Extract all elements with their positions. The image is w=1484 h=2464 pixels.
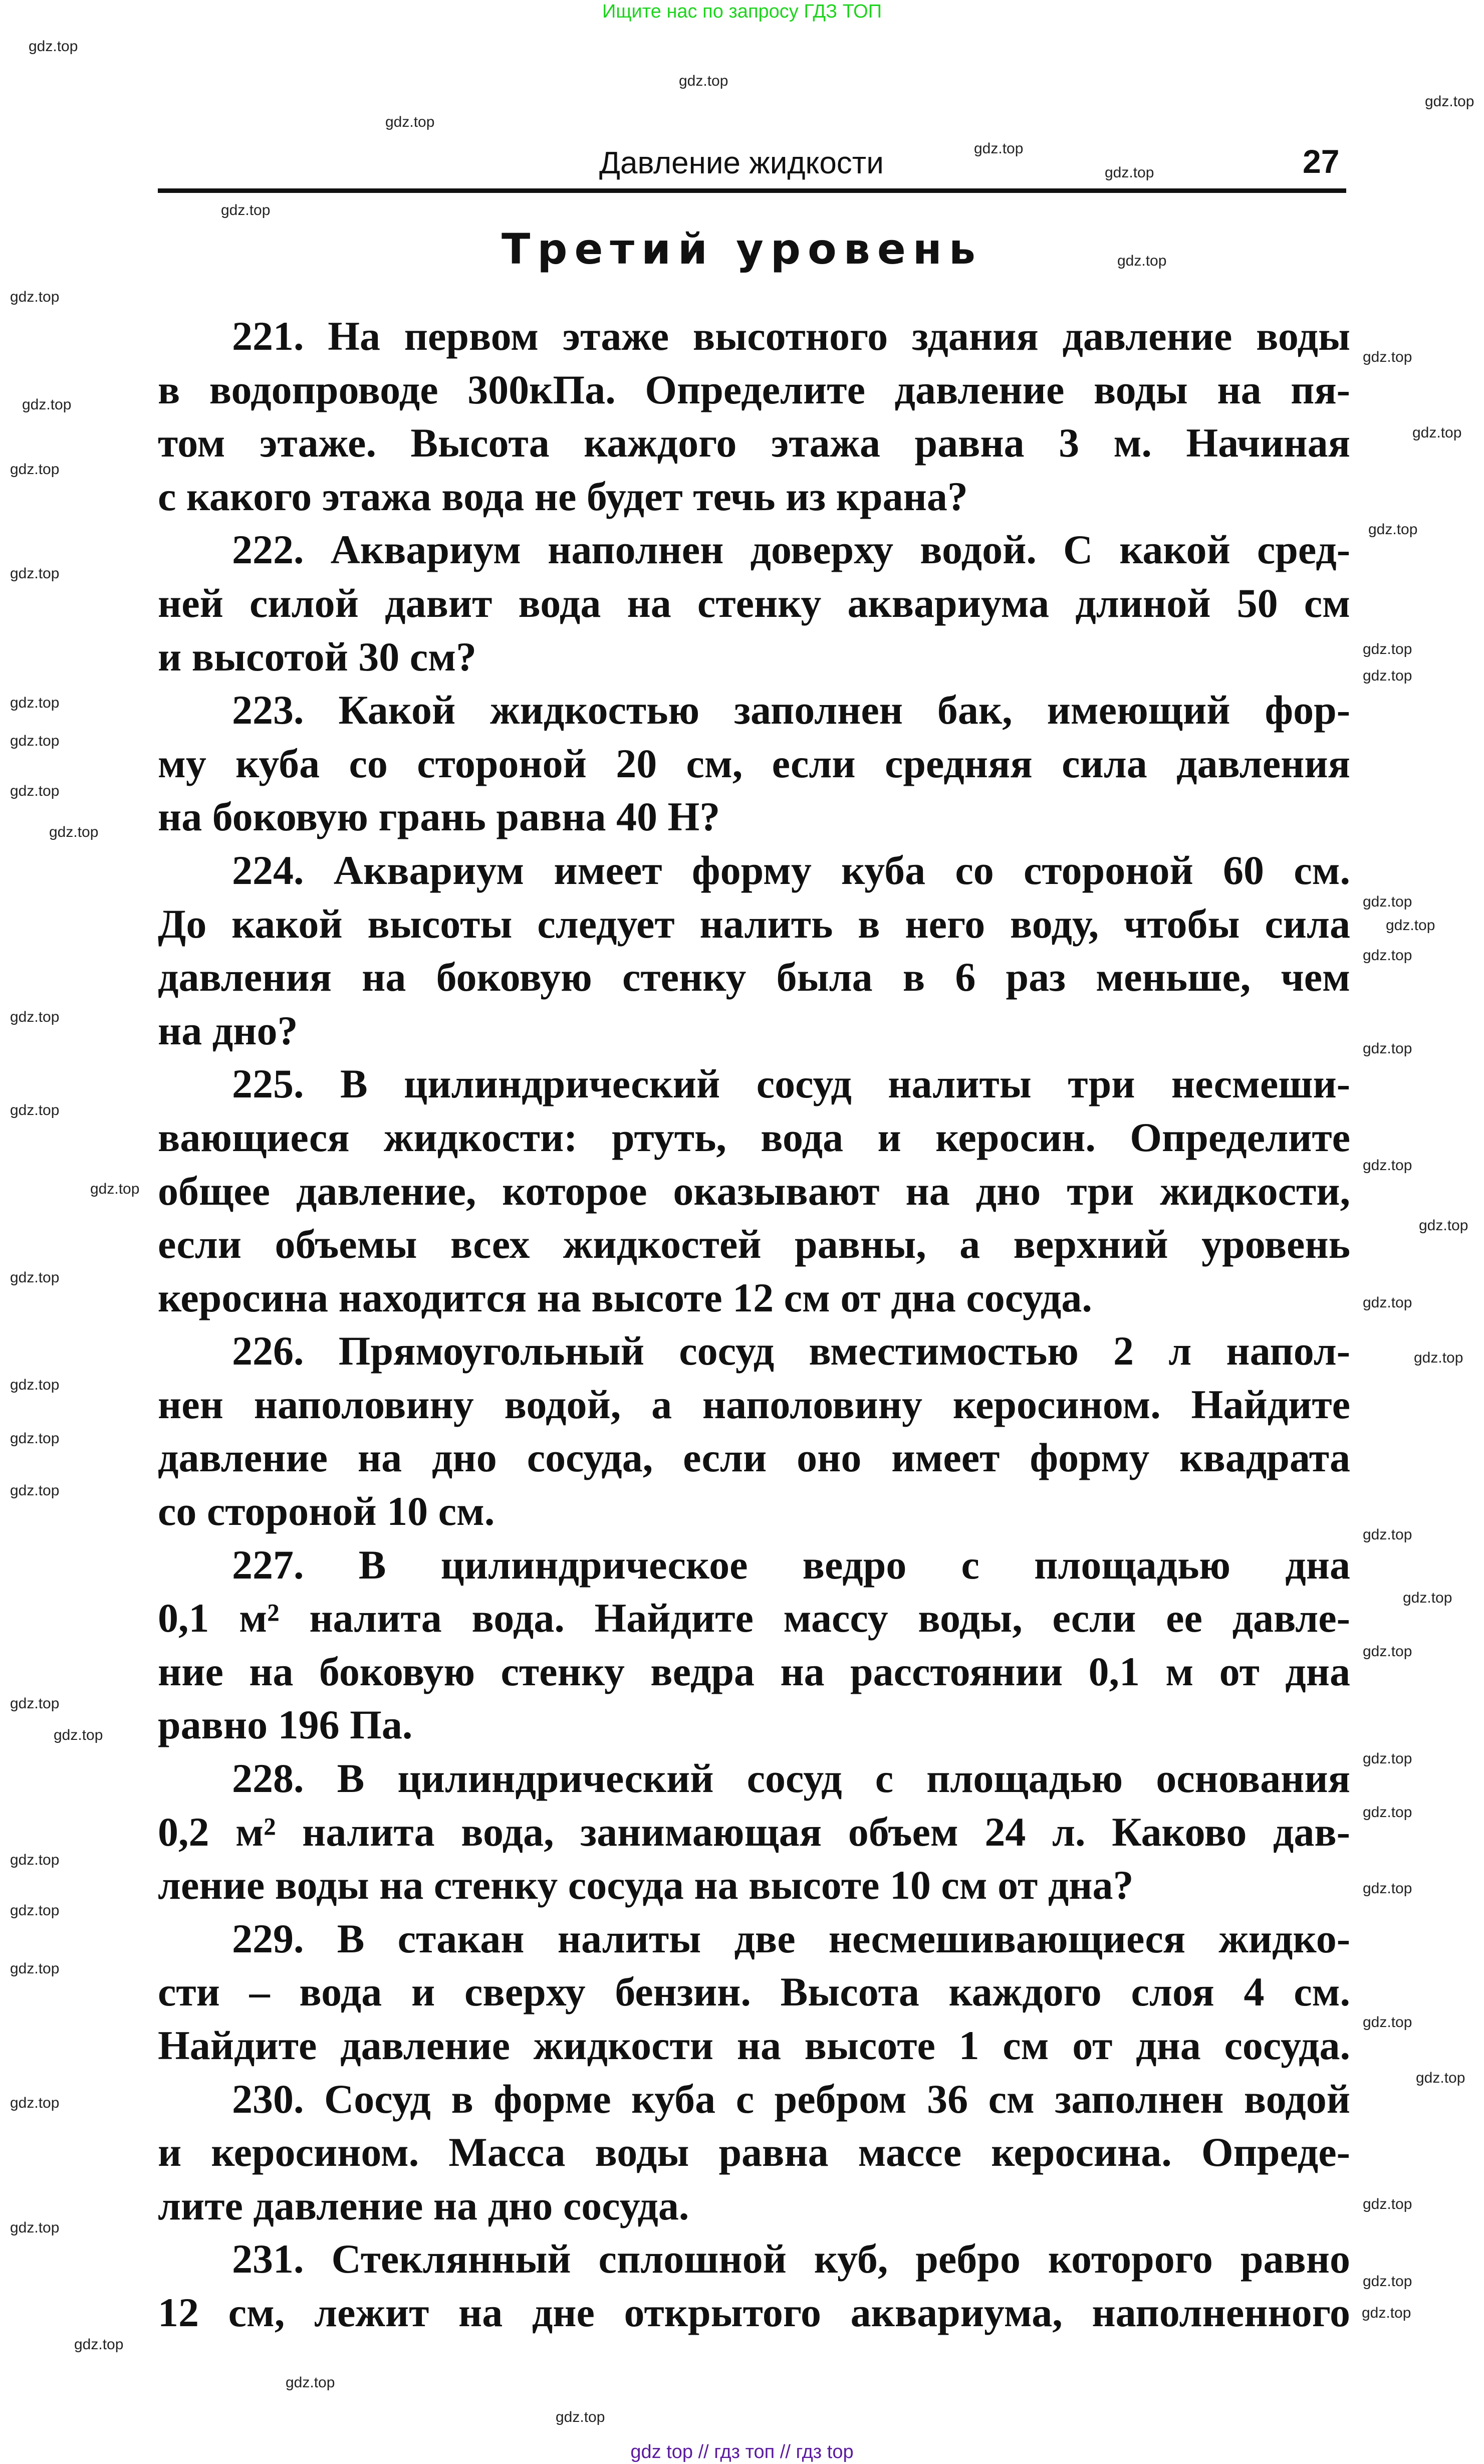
problem-text: керосина находится на высоте 12 см от дна сосуда. — [158, 1274, 1092, 1320]
problem-number: 231. — [232, 2236, 304, 2282]
watermark: gdz.top — [1363, 349, 1412, 365]
watermark: gdz.top — [556, 2409, 605, 2425]
watermark: gdz.top — [10, 1960, 60, 1977]
problem-text: В цилиндрический сосуд налиты три несмеши- — [340, 1061, 1350, 1107]
watermark: gdz.top — [1403, 1590, 1452, 1606]
problem-text: 0,2 м² налита вода, занимающая объем 24 л. Каково дав- — [158, 1809, 1350, 1855]
problem-text: общее давление, которое оказывают на дно три жидкости, — [158, 1168, 1350, 1214]
problem-text: В стакан налиты две несмешивающиеся жидко- — [337, 1915, 1350, 1961]
problem-text: Стеклянный сплошной куб, ребро которого равно — [331, 2236, 1350, 2282]
problem-225-line — [158, 1218, 1350, 1271]
watermark: gdz.top — [1362, 2305, 1411, 2321]
problem-text: с какого этажа вода не будет течь из крана? — [158, 473, 968, 519]
watermark: gdz.top — [10, 2095, 60, 2111]
watermark: gdz.top — [10, 1430, 60, 1447]
watermark: gdz.top — [10, 461, 60, 478]
watermark: gdz.top — [10, 565, 60, 582]
problem-224-line — [158, 951, 1350, 1004]
watermark: gdz.top — [54, 1727, 103, 1743]
problem-text: сти – вода и сверху бензин. Высота каждого слоя 4 см. — [158, 1969, 1350, 2015]
watermark: gdz.top — [10, 1102, 60, 1118]
watermark: gdz.top — [1425, 93, 1474, 110]
problem-223-line — [158, 684, 1350, 737]
problem-221-line — [158, 310, 1350, 363]
problem-number: 229. — [232, 1915, 304, 1961]
problem-223-line — [158, 790, 1350, 844]
problem-224-line — [158, 844, 1350, 898]
problems-body — [158, 310, 1350, 2340]
problem-227-line — [158, 1592, 1350, 1645]
problem-number: 228. — [232, 1755, 304, 1802]
watermark: gdz.top — [1416, 2070, 1465, 2086]
watermark: gdz.top — [29, 38, 78, 55]
watermark: gdz.top — [10, 1009, 60, 1025]
watermark: gdz.top — [679, 73, 728, 89]
watermark: gdz.top — [1363, 1880, 1412, 1897]
footer-banner[interactable]: gdz top // гдз топ // гдз top — [630, 2441, 854, 2462]
problem-227-line — [158, 1538, 1350, 1592]
problem-221-line — [158, 416, 1350, 470]
problem-223-line — [158, 737, 1350, 791]
problem-text: том этаже. Высота каждого этажа равна 3 м. Начиная — [158, 420, 1350, 466]
watermark: gdz.top — [1363, 1643, 1412, 1660]
problem-text: если объемы всех жидкостей равны, а верхний уровень — [158, 1221, 1350, 1267]
problem-number: 222. — [232, 527, 304, 573]
problem-230-line — [158, 2073, 1350, 2126]
watermark: gdz.top — [74, 2336, 124, 2353]
watermark: gdz.top — [10, 1852, 60, 1868]
problem-number: 224. — [232, 847, 304, 893]
problem-226-line — [158, 1378, 1350, 1432]
problem-number: 227. — [232, 1541, 304, 1588]
problem-224-line — [158, 898, 1350, 951]
problem-text: 0,1 м² налита вода. Найдите массу воды, если ее давле- — [158, 1595, 1350, 1641]
problem-225-line — [158, 1111, 1350, 1165]
watermark: gdz.top — [1363, 2273, 1412, 2290]
problem-text: в водопроводе 300кПа. Определите давление воды на пя- — [158, 366, 1350, 412]
problem-225-line — [158, 1165, 1350, 1218]
search-promo-banner: Ищите нас по запросу ГДЗ ТОП — [602, 1, 882, 22]
problem-227-line — [158, 1645, 1350, 1699]
problem-225-line — [158, 1271, 1350, 1325]
watermark: gdz.top — [1363, 1040, 1412, 1057]
problem-text: ней силой давит вода на стенку аквариума длиной 50 см — [158, 580, 1350, 626]
problem-226-line — [158, 1324, 1350, 1378]
problem-number: 226. — [232, 1328, 304, 1374]
watermark: gdz.top — [1363, 667, 1412, 684]
problem-text: равно 196 Па. — [158, 1702, 413, 1748]
problem-230-line — [158, 2179, 1350, 2233]
watermark: gdz.top — [1363, 1526, 1412, 1543]
watermark: gdz.top — [1363, 1157, 1412, 1174]
watermark: gdz.top — [10, 783, 60, 799]
watermark: gdz.top — [1363, 893, 1412, 910]
problem-229-line — [158, 2019, 1350, 2073]
watermark: gdz.top — [1363, 641, 1412, 657]
problem-221-line — [158, 363, 1350, 417]
watermark: gdz.top — [10, 1377, 60, 1393]
page-number: 27 — [1303, 143, 1340, 180]
problem-text: и высотой 30 см? — [158, 633, 477, 680]
watermark: gdz.top — [1363, 1750, 1412, 1767]
watermark: gdz.top — [1386, 917, 1435, 934]
problem-text: Какой жидкостью заполнен бак, имеющий фор- — [338, 687, 1351, 733]
problem-231-line — [158, 2232, 1350, 2286]
problem-text: вающиеся жидкости: ртуть, вода и керосин. Определите — [158, 1114, 1350, 1160]
problem-224-line — [158, 1004, 1350, 1058]
problem-text: и керосином. Масса воды равна массе керосина. Опреде- — [158, 2129, 1350, 2175]
problem-text: со стороной 10 см. — [158, 1488, 495, 1534]
problem-222-line — [158, 523, 1350, 577]
watermark: gdz.top — [1419, 1217, 1468, 1234]
problem-222-line — [158, 630, 1350, 684]
watermark: gdz.top — [1412, 424, 1462, 441]
problem-text: ние на боковую стенку ведра на расстоянии 0,1 м от дна — [158, 1648, 1350, 1694]
problem-text: ление воды на стенку сосуда на высоте 10 см от дна? — [158, 1862, 1134, 1908]
problem-text: на боковую грань равна 40 Н? — [158, 794, 720, 840]
problem-text: Найдите давление жидкости на высоте 1 см от дна сосуда. — [158, 2023, 1350, 2068]
problem-text: 12 см, лежит на дне открытого аквариума, наполненного — [158, 2289, 1350, 2335]
section-title: Третий уровень — [502, 225, 982, 274]
watermark: gdz.top — [1105, 164, 1154, 181]
problem-text: нен наполовину водой, а наполовину керосином. Найдите — [158, 1381, 1350, 1427]
problem-number: 221. — [232, 313, 304, 359]
watermark: gdz.top — [1363, 1294, 1412, 1311]
problem-231-line — [158, 2286, 1350, 2340]
watermark: gdz.top — [10, 1269, 60, 1286]
watermark: gdz.top — [1363, 947, 1412, 964]
watermark: gdz.top — [974, 140, 1024, 157]
watermark: gdz.top — [10, 1482, 60, 1499]
problem-text: На первом этаже высотного здания давление воды — [328, 313, 1351, 359]
problem-text: Аквариум наполнен доверху водой. С какой сред- — [330, 527, 1350, 573]
problem-229-line — [158, 1912, 1350, 1966]
watermark: gdz.top — [90, 1181, 140, 1197]
problem-text: Аквариум имеет форму куба со стороной 60 см. — [333, 847, 1351, 893]
watermark: gdz.top — [1117, 253, 1167, 269]
problem-229-line — [158, 1965, 1350, 2019]
problem-228-line — [158, 1859, 1350, 1912]
problem-222-line — [158, 577, 1350, 630]
problem-230-line — [158, 2126, 1350, 2179]
watermark: gdz.top — [10, 733, 60, 749]
watermark: gdz.top — [10, 2219, 60, 2236]
watermark: gdz.top — [385, 114, 435, 130]
watermark: gdz.top — [22, 396, 72, 413]
watermark: gdz.top — [1363, 2196, 1412, 2212]
watermark: gdz.top — [49, 824, 99, 840]
problem-text: му куба со стороной 20 см, если средняя сила давления — [158, 740, 1350, 786]
problem-text: Сосуд в форме куба с ребром 36 см заполнен водой — [324, 2076, 1350, 2122]
problem-number: 225. — [232, 1061, 304, 1107]
problem-text: Прямоугольный сосуд вместимостью 2 л напол- — [338, 1328, 1351, 1374]
watermark: gdz.top — [286, 2374, 335, 2391]
problem-226-line — [158, 1485, 1350, 1538]
problem-226-line — [158, 1431, 1350, 1485]
problem-text: давления на боковую стенку была в 6 раз меньше, чем — [158, 954, 1350, 1000]
watermark: gdz.top — [1363, 2014, 1412, 2031]
running-title: Давление жидкости — [599, 146, 884, 180]
watermark: gdz.top — [1363, 1804, 1412, 1821]
watermark: gdz.top — [1368, 521, 1418, 538]
watermark: gdz.top — [1414, 1350, 1463, 1366]
problem-text: В цилиндрическое ведро с площадью дна — [358, 1541, 1350, 1588]
problem-number: 223. — [232, 687, 304, 733]
watermark: gdz.top — [10, 289, 60, 305]
problem-number: 230. — [232, 2076, 304, 2122]
problem-text: лите давление на дно сосуда. — [158, 2182, 689, 2228]
problem-text: на дно? — [158, 1007, 298, 1053]
header-rule — [158, 188, 1346, 193]
problem-225-line — [158, 1057, 1350, 1111]
problem-228-line — [158, 1752, 1350, 1806]
problem-227-line — [158, 1698, 1350, 1752]
watermark: gdz.top — [10, 1902, 60, 1919]
watermark: gdz.top — [10, 695, 60, 711]
watermark: gdz.top — [221, 202, 271, 218]
problem-text: давление на дно сосуда, если оно имеет форму квадрата — [158, 1435, 1350, 1481]
problem-228-line — [158, 1806, 1350, 1859]
problem-221-line — [158, 470, 1350, 524]
watermark: gdz.top — [10, 1695, 60, 1712]
problem-text: До какой высоты следует налить в него воду, чтобы сила — [158, 901, 1350, 947]
problem-text: В цилиндрический сосуд с площадью основания — [337, 1755, 1350, 1802]
